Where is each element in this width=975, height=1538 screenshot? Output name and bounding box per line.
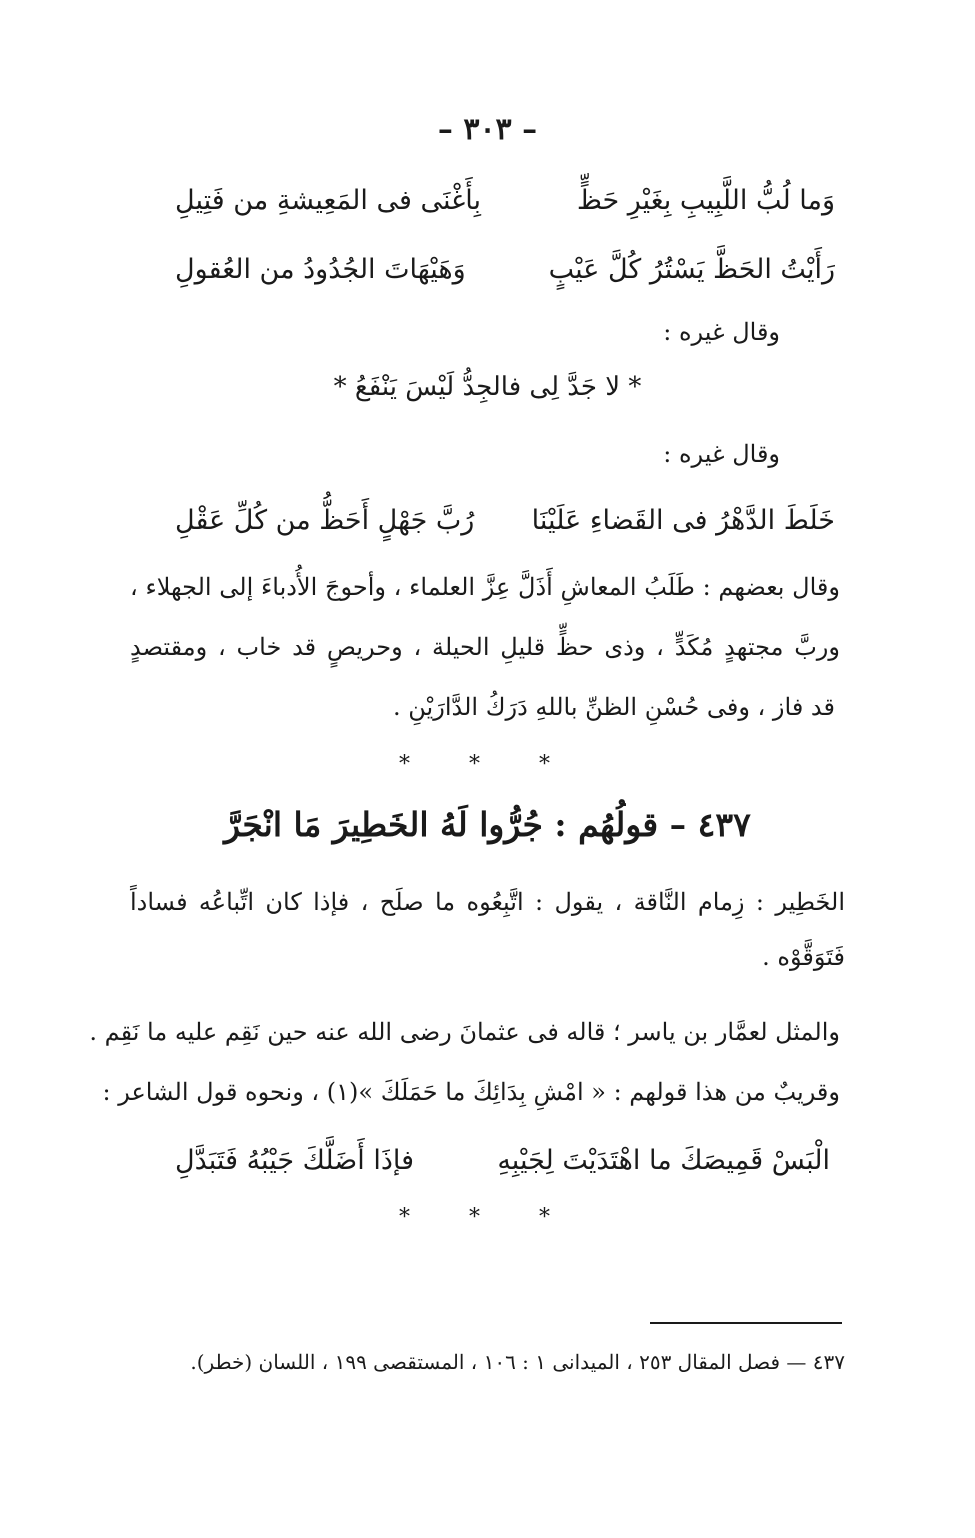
verse-hemistich-left: وَهَيْهَاتَ الجُدُودُ من العُقولِ: [175, 253, 466, 285]
prose-line-1: وقال بعضهم : طَلَبُ المعاشِ أَذَلَّ عِزَّ العلماء ، وأحوجَ الأُدباءَ إلى الجهلاء ،: [130, 573, 840, 601]
proverb-line-2: وقريبٌ من هذا قولهم : « امْشِ بِدَائِكَ ما حَمَلَكَ »(١) ، ونحوه قول الشاعر :: [102, 1078, 840, 1106]
half-verse: * لا جَدَّ لِى فالجِدُّ لَيْسَ يَنْفَعُ *: [333, 372, 642, 402]
said-other-label: وقال غيره :: [663, 318, 780, 346]
prose-line-2: وربَّ مجتهدٍ مُكَدٍّ ، وذى حظٍّ قليلِ الحيلة ، وحريصٍ قد خاب ، ومقتصدٍ: [130, 633, 840, 661]
prose-line-3: قد فاز ، وفى حُسْنِ الظنِّ باللهِ دَرَكُ الدَّارَيْنِ .: [393, 693, 835, 721]
said-other-label: وقال غيره :: [663, 440, 780, 468]
verse-line-3: [175, 495, 835, 545]
section-divider-stars: * * *: [399, 752, 576, 777]
verse-hemistich-left: رُبَّ جَهْلٍ أَحَظُّ من كُلِّ عَقْلِ: [175, 504, 475, 536]
verse-hemistich-right: الْبَسْ قَمِيصَكَ ما اهْتَدَيْتَ لِجَيْبِهِ: [497, 1144, 830, 1176]
verse-line-1: [175, 175, 835, 225]
verse-line-4: [175, 1135, 830, 1185]
proverb-line-1: والمثل لعمَّار بن ياسر ؛ قاله فى عثمانَ رضى الله عنه حين نَقِم عليه ما نَقِم .: [89, 1018, 840, 1046]
page-number: – ٣٠٣ –: [437, 112, 538, 147]
entry-heading: ٤٣٧ – قولُهُم : جُرُّوا لَهُ الخَطِيرَ مَا انْجَرَّ: [224, 805, 751, 844]
verse-hemistich-left: بِأَغْنَى فى المَعِيشةِ من فَتِيلِ: [175, 184, 481, 216]
explanation-line-1: الخَطِير : زِمام النَّاقة ، يقول : اتَّبِعُوه ما صلَح ، فإذا كان اتِّباعُه فساداً: [130, 888, 845, 916]
verse-hemistich-right: خَلَطَ الدَّهْرُ فى القَضاءِ عَلَيْنَا: [531, 504, 835, 536]
verse-hemistich-right: وَما لُبُّ اللَّبِيبِ بِغَيْرِ حَظٍّ: [576, 184, 835, 216]
explanation-line-2: فَتَوَقَّوْه .: [762, 943, 845, 971]
verse-hemistich-left: فإذَا أَضَلَّكَ جَيْبُهُ فَتَبَدَّلِ: [175, 1144, 414, 1176]
verse-hemistich-right: رَأَيْتُ الحَظَّ يَسْتُرُ كُلَّ عَيْبٍ: [548, 253, 835, 285]
footnote: ٤٣٧ — فصل المقال ٢٥٣ ، الميدانى ١ : ١٠٦ ، المستقصى ١٩٩ ، اللسان (خطر).: [190, 1350, 845, 1374]
section-divider-stars: * * *: [399, 1205, 576, 1230]
verse-line-2: [175, 244, 835, 294]
footnote-separator: [650, 1322, 842, 1324]
